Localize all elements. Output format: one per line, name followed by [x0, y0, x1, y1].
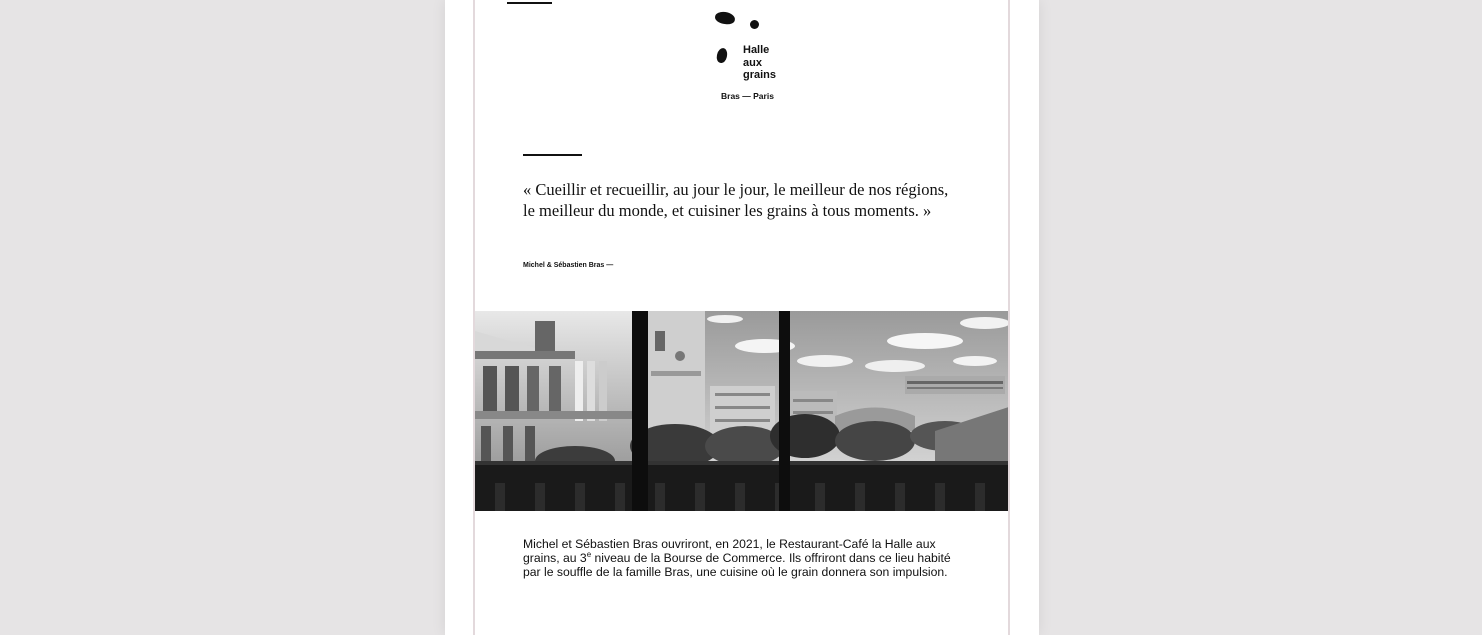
top-rule [507, 2, 552, 4]
quote-text: « Cueillir et recueillir, au jour le jour, le meilleur de nos régions, le meilleur du monde, et cuisiner les grains à tous moments. » [523, 180, 949, 220]
logo-grain-mark-3 [716, 47, 729, 64]
logo-grain-mark-1 [714, 11, 735, 26]
logo-name-line-1: Halle [743, 44, 770, 56]
logo-name-line-3: grains [743, 69, 777, 81]
logo-grain-mark-2 [750, 20, 759, 29]
page-screen [473, 0, 1010, 635]
quote-rule [523, 154, 582, 156]
panorama-photo [475, 311, 1010, 511]
intro-superscript: e [586, 550, 592, 560]
intro-text-part-1: Michel et Sébastien Bras ouvriront, en 2021, le Restaurant-Café la Halle aux grains, au 3 [523, 537, 936, 566]
intro-text-part-2: niveau de la Bourse de Commerce. Ils offriront dans ce lieu habité par le souffle de la famille Bras, une cuisine où le grain donnera son impulsion. [523, 551, 951, 580]
logo-subtitle: Bras — Paris [721, 91, 774, 101]
quote-author: Michel & Sébastien Bras — [523, 262, 614, 269]
halle-aux-grains-logo[interactable] [713, 10, 793, 105]
intro-paragraph [523, 537, 968, 580]
logo-name [743, 44, 803, 82]
logo-name-line-2: aux [743, 56, 762, 69]
